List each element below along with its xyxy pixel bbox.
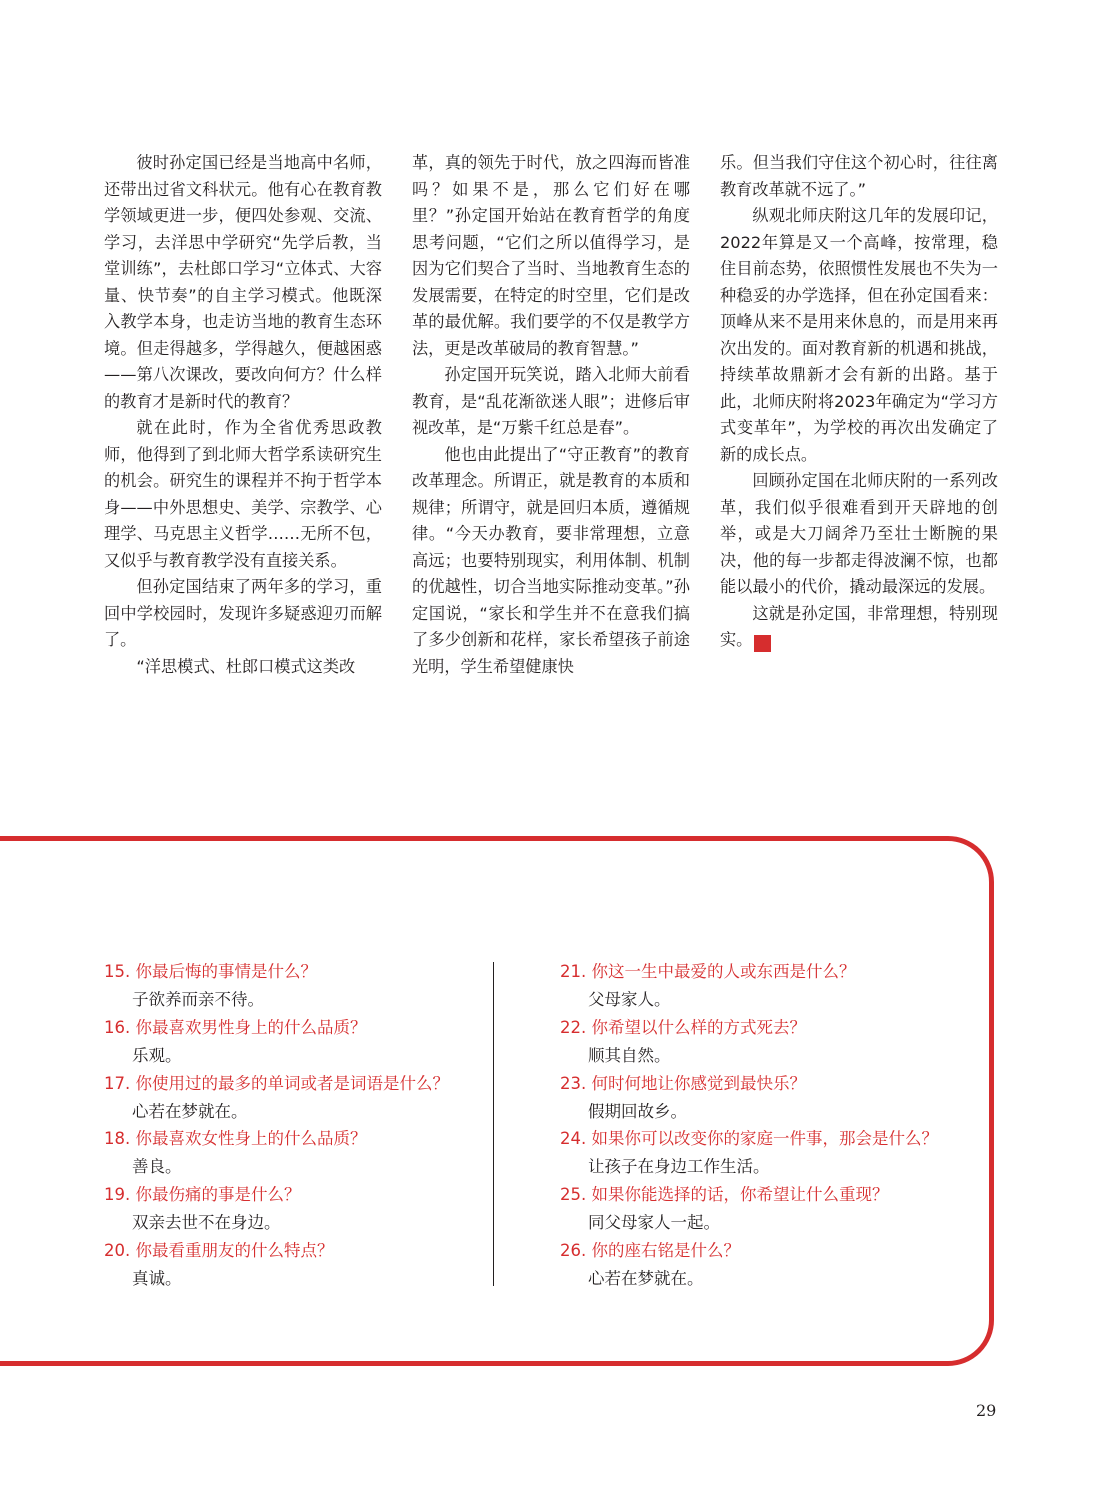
qa-question: 26. 你的座右铭是什么？ [560, 1241, 740, 1261]
qa-item [104, 958, 449, 1014]
article-column-3 [720, 150, 998, 654]
paragraph: 彼时孙定国已经是当地高中名师，还带出过省文科状元。他有心在教育教学领域更进一步，便四处参观、交流、学习，去洋思中学研究“先学后教，当堂训练”，去杜郎口学习“立体式、大容量、快节奏”的自主学习模式。他既深入教学本身，也走访当地的教育生态环境。但走得越多，学得越久，便越困惑——第八次课改，要改向何方？什么样的教育才是新时代的教育？ [104, 153, 382, 411]
qa-item [560, 1181, 938, 1237]
paragraph: 他也由此提出了“守正教育”的教育改革理念。所谓正，就是教育的本质和规律；所谓守，就是回归本质，遵循规律。“今天办教育，要非常理想，立意高远；也要特别现实，利用体制、机制的优越性，切合当地实际推动变革。”孙定国说，“家长和学生并不在意我们搞了多少创新和花样，家长希望孩子前途光明，学生希望健康快 [412, 444, 690, 676]
final-sentence: 这就是孙定国，非常理想，特别现实。 [720, 603, 998, 649]
end-mark-icon: 家 [754, 635, 771, 652]
qa-answer: 顺其自然。 [588, 1045, 671, 1065]
qa-item [104, 1125, 449, 1181]
qa-answer: 真诚。 [132, 1268, 182, 1288]
qa-column-left [104, 958, 449, 1293]
qa-item [104, 1237, 449, 1293]
qa-answer: 心若在梦就在。 [588, 1268, 704, 1288]
qa-question: 22. 你希望以什么样的方式死去？ [560, 1017, 806, 1037]
qa-answer: 善良。 [132, 1157, 182, 1177]
paragraph-final [720, 601, 998, 654]
article-column-1 [104, 150, 382, 680]
qa-answer: 子欲养而亲不待。 [132, 989, 264, 1009]
qa-item [104, 1181, 449, 1237]
qa-column-right [560, 958, 938, 1293]
qa-question: 19. 你最伤痛的事是什么？ [104, 1185, 301, 1205]
qa-item [560, 1014, 938, 1070]
qa-question: 23. 何时何地让你感觉到最快乐？ [560, 1073, 806, 1093]
qa-question: 18. 你最喜欢女性身上的什么品质？ [104, 1129, 367, 1149]
qa-answer: 双亲去世不在身边。 [132, 1213, 281, 1233]
qa-question: 21. 你这一生中最爱的人或东西是什么？ [560, 962, 856, 981]
paragraph: 革，真的领先于时代，放之四海而皆准吗？如果不是，那么它们好在哪里？”孙定国开始站在教育哲学的角度思考问题，“它们之所以值得学习，是因为它们契合了当时、当地教育生态的发展需要，在特定的时空里，它们是改革的最优解。我们要学的不仅是教学方法，更是改革破局的教育智慧。” [412, 153, 690, 358]
qa-question: 15. 你最后悔的事情是什么？ [104, 962, 317, 981]
paragraph: 回顾孙定国在北师庆附的一系列改革，我们似乎很难看到开天辟地的创举，或是大刀阔斧乃至壮士断腕的果决，他的每一步都走得波澜不惊，也都能以最小的代价，撬动最深远的发展。 [720, 471, 998, 596]
paragraph: “洋思模式、杜郎口模式这类改 [136, 656, 356, 676]
qa-question: 25. 如果你能选择的话，你希望让什么重现？ [560, 1185, 889, 1205]
qa-answer: 乐观。 [132, 1045, 182, 1065]
qa-question: 17. 你使用过的最多的单词或者是词语是什么？ [104, 1073, 449, 1093]
paragraph: 纵观北师庆附这几年的发展印记，2022年算是又一个高峰，按常理，稳住目前态势，依照惯性发展也不失为一种稳妥的办学选择，但在孙定国看来：顶峰从来不是用来休息的，而是用来再次出发的。面对教育新的机遇和挑战，持续革故鼎新才会有新的出路。基于此，北师庆附将2023年确定为“学习方式变革年”，为学校的再次出发确定了新的成长点。 [720, 206, 998, 464]
qa-question: 20. 你最看重朋友的什么特点？ [104, 1241, 334, 1261]
paragraph: 孙定国开玩笑说，踏入北师大前看教育，是“乱花渐欲迷人眼”；进修后审视改革，是“万紫千红总是春”。 [412, 365, 690, 437]
qa-question: 24. 如果你可以改变你的家庭一件事，那会是什么？ [560, 1129, 938, 1149]
qa-item [104, 1014, 449, 1070]
qa-answer: 让孩子在身边工作生活。 [588, 1157, 770, 1177]
paragraph: 但孙定国结束了两年多的学习，重回中学校园时，发现许多疑惑迎刃而解了。 [104, 577, 382, 649]
qa-answer: 同父母家人一起。 [588, 1213, 720, 1233]
qa-answer: 心若在梦就在。 [132, 1101, 248, 1121]
qa-answer: 假期回故乡。 [588, 1101, 687, 1121]
qa-divider [493, 962, 494, 1286]
paragraph: 乐。但当我们守住这个初心时，往往离教育改革就不远了。” [720, 153, 998, 199]
qa-question: 16. 你最喜欢男性身上的什么品质？ [104, 1017, 367, 1037]
qa-item [560, 1125, 938, 1181]
qa-item [560, 1237, 938, 1293]
paragraph: 就在此时，作为全省优秀思政教师，他得到了到北师大哲学系读研究生的机会。研究生的课程并不拘于哲学本身——中外思想史、美学、宗教学、心理学、马克思主义哲学……无所不包，又似乎与教育教学没有直接关系。 [104, 418, 382, 570]
page-number: 29 [976, 1401, 997, 1420]
qa-item [104, 1070, 449, 1126]
qa-item [560, 958, 938, 1014]
qa-answer: 父母家人。 [588, 989, 671, 1009]
article-column-2 [412, 150, 690, 680]
qa-item [560, 1070, 938, 1126]
